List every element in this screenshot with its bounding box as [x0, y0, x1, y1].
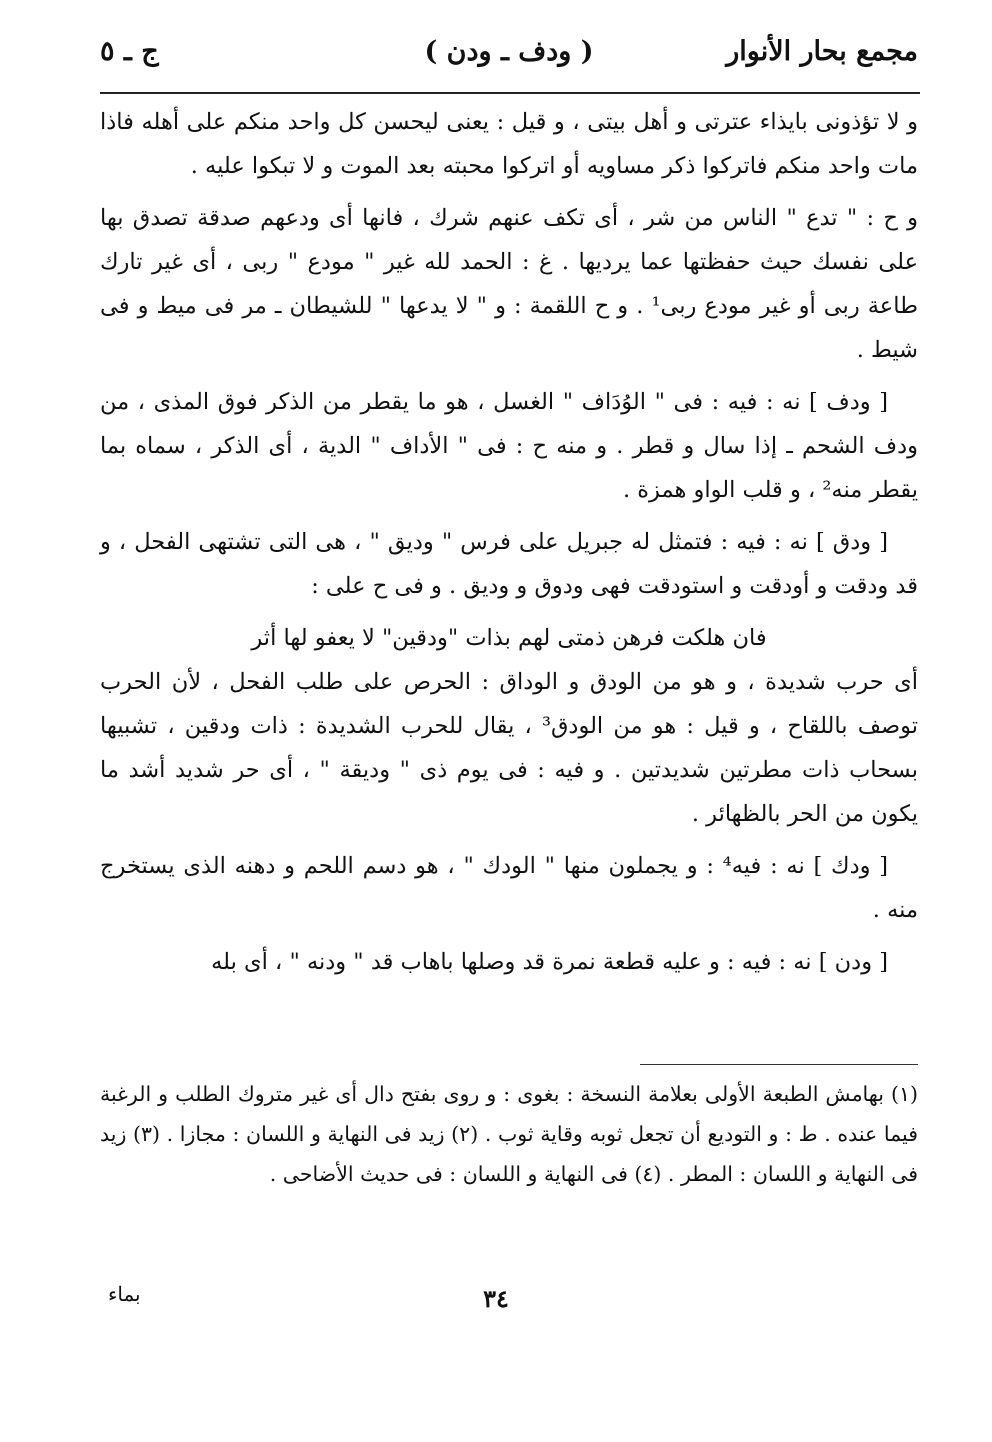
entry-range: ( ودف ـ ودن ) — [424, 36, 594, 67]
entry-paragraph-wadaq: [ ودق ] نه : فيه : فتمثل له جبريل على فرس " وديق " ، هى التى تشتهى الفحل ، و قد ودقت و أودقت و استودقت فهى ودوق و وديق . و فى ح على : — [100, 529, 918, 599]
entry-paragraph-wadak: [ ودك ] نه : فيه⁴ : و يجملون منها " الودك " ، هو دسم اللحم و دهنه الذى يستخرج منه . — [100, 853, 918, 923]
signature-mark: بماء — [108, 1282, 141, 1306]
paragraph: أى حرب شديدة ، و هو من الودق و الوداق : الحرص على طلب الفحل ، لأن الحرب توصف باللقاح ، و قيل : هو من الودق³ ، يقال للحرب الشديدة : ذات ودقين ، تشبيها بسحاب ذات مطرتين شديدتين . و فيه : فى يوم ذى " وديقة " ، أى حر شديد أشد ما يكون من الحر بالظهائر . — [100, 669, 918, 827]
page-header — [100, 36, 918, 80]
page-number: ٣٤ — [483, 1284, 509, 1313]
entry-paragraph-wadan: [ ودن ] نه : فيه : و عليه قطعة نمرة قد وصلها باهاب قد " ودنه " ، أى بله — [211, 949, 888, 975]
footnote-text: (١) بهامش الطبعة الأولى بعلامة النسخة : بغوى : و روى بفتح دال أى غير متروك الطلب و الرغبة فيما عنده . ط : و التوديع أن تجعل ثوبه وقاية ثوب . (٢) زيد فى النهاية و اللسان : مجازا . (٣) زيد فى النهاية و اللسان : المطر . (٤) فى النهاية و اللسان : فى حديث الأضاحى . — [100, 1082, 918, 1186]
volume-label: ج ـ ٥ — [100, 36, 159, 67]
verse-line: فان هلكت فرهن ذمتى لهم بذات "ودقين" لا يعفو لها أثر — [251, 625, 767, 651]
entry-paragraph-wadaf: [ ودف ] نه : فيه : فى " الوُدَاف " الغسل ، هو ما يقطر من الذكر فوق المذى ، من ودف الشحم ـ إذا سال و قطر . و منه ح : فى " الأداف " الدية ، أى الذكر ، سماه بما يقطر منه² ، و قلب الواو همزة . — [100, 389, 918, 503]
footnotes — [100, 1074, 918, 1194]
footnote-rule — [640, 1064, 918, 1065]
paragraph: و لا تؤذونى بايذاء عترتى و أهل بيتى ، و قيل : يعنى ليحسن كل واحد منكم على أهله فاذا مات واحد منكم فاتركوا ذكر مساويه أو اتركوا محبته بعد الموت و لا تبكوا عليه . — [100, 109, 918, 179]
main-text — [100, 100, 918, 992]
header-rule — [100, 92, 920, 94]
book-title: مجمع بحار الأنوار — [726, 36, 918, 67]
paragraph: و ح : " تدع " الناس من شر ، أى تكف عنهم شرك ، فانها أى ودعهم صدقة تصدق بها على نفسك حيث حفظتها عما يرديها . غ : الحمد لله غير " مودع " ربى ، أى غير تارك طاعة ربى أو غير مودع ربى¹ . و ح اللقمة : و " لا يدعها " للشيطان ـ مر فى ميط و فى شيط . — [100, 205, 918, 363]
